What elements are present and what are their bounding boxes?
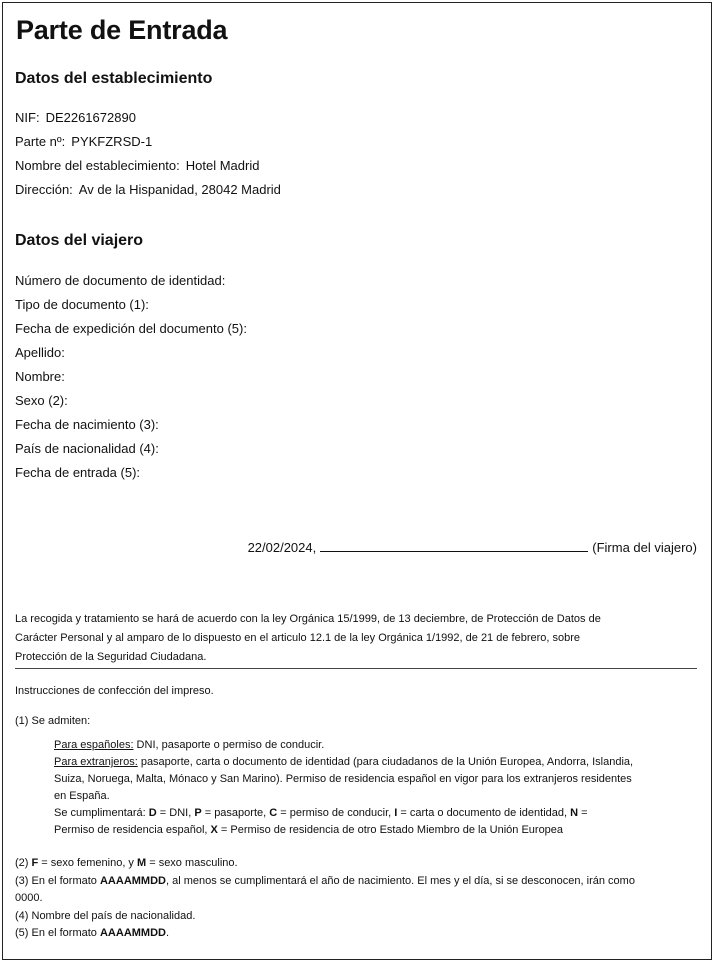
code-d: D [148,807,157,819]
establishment-name-label: Nombre del establecimiento: [15,158,180,173]
form-page [2,2,712,960]
parte-field [15,134,152,149]
nif-value: DE2261672890 [45,110,136,125]
code-p-text: = pasaporte, [201,807,270,819]
traveler-field: Fecha de entrada (5): [15,465,141,480]
note3-continued: 0000. [15,892,43,904]
codes-line [54,822,633,839]
establishment-name-value: Hotel Madrid [185,158,260,173]
establishment-name-field [15,158,259,173]
traveler-heading: Datos del viajero [15,232,144,249]
foreign-text: pasaporte, carta o documento de identidad (para ciudadanos de la Unión Europea, Andorra, Islandia, [137,756,634,768]
address-label: Dirección: [15,182,73,197]
traveler-field: Sexo (2): [15,393,68,408]
nif-field [15,110,136,125]
code-c: C [269,807,278,819]
note2-suffix: = sexo masculino. [146,857,238,869]
note3-text: , al menos se cumplimentará el año de nacimiento. El mes y el día, si se desconocen, irán como [165,874,635,887]
note3-prefix: (3) En el formato [15,874,100,887]
parte-label: Parte nº: [15,134,66,149]
code-d-text: = DNI, [156,807,195,819]
divider [15,668,697,669]
traveler-field: Tipo de documento (1): [15,297,149,312]
code-x-text: = Permiso de residencia de otro Estado Miembro de la Unión Europea [217,824,564,836]
legal-line: La recogida y tratamiento se hará de acuerdo con la ley Orgánica 15/1999, de 13 deciembre, de Protección de Datos de [15,613,601,625]
signature-date: 22/02/2024, [247,540,317,555]
nif-label: NIF: [15,110,40,125]
note3-format: AAAAMMDD [99,874,166,887]
legal-line: Carácter Personal y al amparo de lo dispuesto en el articulo 12.1 de la ley Orgánica 1/1992, de 21 de febrero, sobre [15,632,581,644]
page-title: Parte de Entrada [16,15,228,45]
legal-line: Protección de la Seguridad Ciudadana. [15,651,207,663]
foreign-label: Para extranjeros: [54,756,138,768]
note2-f: F [31,857,39,869]
address-field [15,182,281,197]
signature-line[interactable] [320,540,588,552]
note2 [15,855,635,873]
signature-label: (Firma del viajero) [592,540,697,555]
legal-notice [15,610,601,667]
note3 [15,873,635,891]
traveler-field: Apellido: [15,345,65,360]
note1-details [54,737,633,839]
code-n: N [570,807,579,819]
spanish-text: DNI, pasaporte o permiso de conducir. [133,739,325,751]
establishment-heading: Datos del establecimiento [15,70,213,87]
notes-2-5 [15,855,635,943]
note2-text: = sexo femenino, y [38,857,137,869]
codes-line [54,805,633,822]
code-x: X [210,824,218,836]
traveler-field: Fecha de expedición del documento (5): [15,321,247,336]
code-c-text: = permiso de conducir, [277,807,395,819]
spanish-docs-line [54,737,633,754]
code-n-text: = [578,807,588,819]
traveler-field: Fecha de nacimiento (3): [15,417,159,432]
code-i: I [394,807,398,819]
parte-value: PYKFZRSD-1 [71,134,153,149]
foreign-docs-line: Suiza, Noruega, Malta, Mónaco y San Marino). Permiso de residencia español en vigor para los extranjeros residentes [54,773,632,785]
code-i-text: = carta o documento de identidad, [397,807,571,819]
code-p: P [194,807,202,819]
note5-suffix: . [165,927,170,939]
codes-intro: Se cumplimentará: [54,807,149,819]
spanish-label: Para españoles: [54,739,134,751]
code-n-text-2: Permiso de residencia español, [54,824,211,836]
traveler-field: Nombre: [15,369,65,384]
note5-format: AAAAMMDD [99,927,166,939]
foreign-docs-line: en España. [54,790,110,802]
signature-row [248,540,697,555]
note1-title: (1) Se admiten: [15,715,91,727]
note2-prefix: (2) [15,857,32,869]
address-value: Av de la Hispanidad, 28042 Madrid [78,182,281,197]
traveler-field: Número de documento de identidad: [15,273,226,288]
note4: (4) Nombre del país de nacionalidad. [15,909,196,922]
traveler-field: País de nacionalidad (4): [15,441,159,456]
note5 [15,925,635,943]
instructions-heading: Instrucciones de confección del impreso. [15,685,214,697]
foreign-docs-line [54,754,633,771]
note2-m: M [136,857,147,869]
note5-prefix: (5) En el formato [15,927,100,939]
